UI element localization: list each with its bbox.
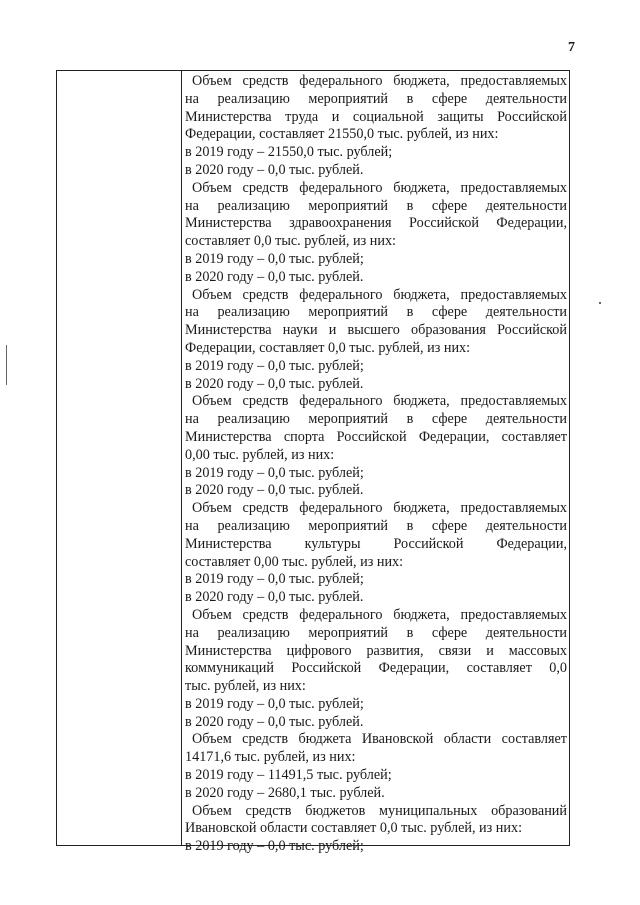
text-line: в 2020 году – 0,0 тыс. рублей. — [185, 268, 364, 285]
text-line: в 2019 году – 0,0 тыс. рублей; — [185, 250, 364, 267]
text-line: Объем средств федерального бюджета, предоставляемых — [192, 73, 567, 89]
text-line: Федерации, составляет 21550,0 тыс. рублей, из них: — [185, 126, 499, 143]
text-line: Федерации, составляет 0,0 тыс. рублей, из них: — [185, 339, 471, 356]
text-line: в 2019 году – 0,0 тыс. рублей; — [185, 838, 364, 855]
text-line: в 2020 году – 0,0 тыс. рублей. — [185, 161, 364, 178]
text-line: в 2019 году – 0,0 тыс. рублей; — [185, 695, 364, 712]
text-line: в 2019 году – 0,0 тыс. рублей; — [185, 464, 364, 481]
text-line: Объем средств федерального бюджета, предоставляемых — [192, 179, 567, 196]
text-line: в 2020 году – 2680,1 тыс. рублей. — [185, 784, 385, 801]
text-line: Министерства спорта Российской Федерации, составляет — [185, 428, 567, 445]
text-line: на реализацию мероприятий в сфере деятельности — [185, 197, 567, 214]
page-number: 7 — [568, 40, 575, 55]
text-line: составляет 0,00 тыс. рублей, из них: — [185, 553, 404, 570]
budget-table — [56, 70, 570, 855]
text-line: Объем средств бюджетов муниципальных образований — [192, 802, 567, 819]
text-line: Объем средств федерального бюджета, предоставляемых — [192, 286, 567, 303]
text-line: Объем средств бюджета Ивановской области составляет — [192, 731, 567, 748]
text-line: Объем средств федерального бюджета, предоставляемых — [192, 393, 567, 410]
text-line: на реализацию мероприятий в сфере деятельности — [185, 517, 567, 534]
text-line: на реализацию мероприятий в сфере деятельности — [185, 411, 567, 428]
text-line: на реализацию мероприятий в сфере деятельности — [185, 90, 567, 107]
text-line: 0,00 тыс. рублей, из них: — [185, 446, 335, 463]
text-line: Ивановской области составляет 0,0 тыс. рублей, из них: — [185, 820, 523, 837]
text-line: составляет 0,0 тыс. рублей, из них: — [185, 233, 396, 250]
table-left-column — [57, 71, 182, 845]
scan-artifact-mark — [599, 302, 601, 304]
text-line: в 2019 году – 0,0 тыс. рублей; — [185, 357, 364, 374]
text-line: в 2020 году – 0,0 тыс. рублей. — [185, 589, 364, 606]
text-line: Министерства труда и социальной защиты Российской — [185, 108, 567, 125]
text-line: в 2019 году – 11491,5 тыс. рублей; — [185, 767, 392, 784]
text-line: Министерства науки и высшего образования Российской — [185, 322, 567, 339]
text-line: Министерства культуры Российской Федерации, — [185, 535, 567, 552]
scan-artifact-mark — [6, 345, 7, 385]
text-line: коммуникаций Российской Федерации, составляет 0,0 — [185, 660, 567, 677]
text-line: в 2020 году – 0,0 тыс. рублей. — [185, 482, 364, 499]
text-line: 14171,6 тыс. рублей, из них: — [185, 749, 356, 766]
text-line: в 2019 году – 21550,0 тыс. рублей; — [185, 144, 393, 161]
text-line: Министерства цифрового развития, связи и массовых — [185, 642, 567, 659]
text-line: Объем средств федерального бюджета, предоставляемых — [192, 500, 567, 517]
text-line: Министерства здравоохранения Российской Федерации, — [185, 215, 567, 232]
table-right-column — [182, 71, 567, 856]
text-line: в 2020 году – 0,0 тыс. рублей. — [185, 713, 364, 730]
text-line: в 2019 году – 0,0 тыс. рублей; — [185, 571, 364, 588]
text-line: на реализацию мероприятий в сфере деятельности — [185, 624, 567, 641]
text-line: на реализацию мероприятий в сфере деятельности — [185, 304, 567, 321]
text-line: в 2020 году – 0,0 тыс. рублей. — [185, 375, 364, 392]
text-line: Объем средств федерального бюджета, предоставляемых — [192, 606, 567, 623]
text-line: тыс. рублей, из них: — [185, 678, 306, 695]
